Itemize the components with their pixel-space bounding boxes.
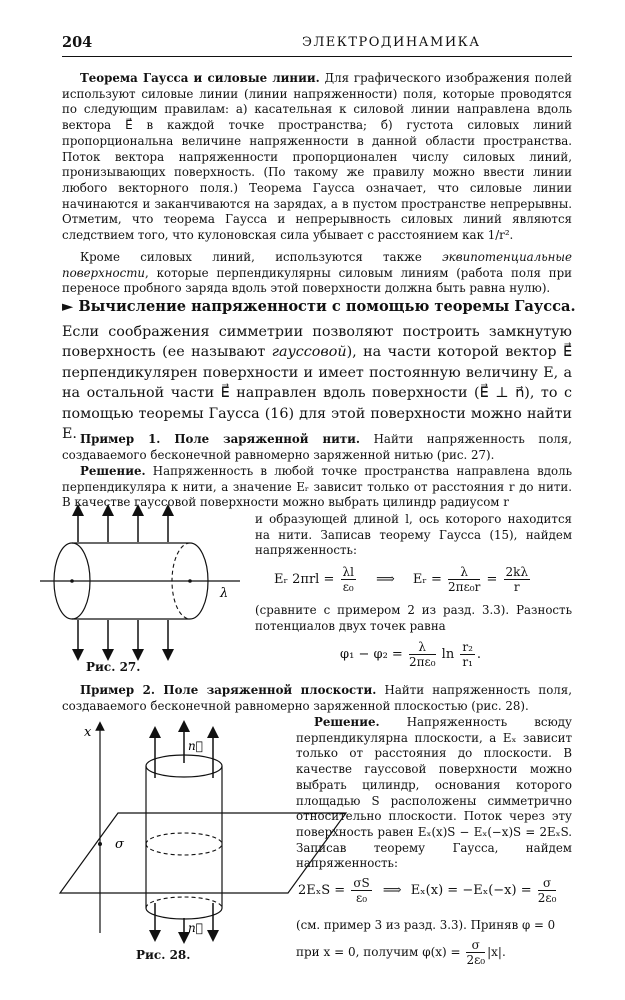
text-fragment: |x|. xyxy=(487,945,506,959)
paragraph-equipotential xyxy=(62,250,572,297)
eq-fraction xyxy=(448,565,480,594)
eq-term: 2EₓS = xyxy=(298,883,346,898)
eq-term: = xyxy=(486,572,498,587)
text-fragment: Напряженность в любой точке пространства направлена вдоль перпендикуляра к нити, а значение Eᵣ зависит только от расстояния r до нити. В качестве гауссовой поверхности можно выбрать цилиндр радиусом r xyxy=(62,464,572,510)
cylinder-mid-back xyxy=(146,833,222,844)
eq-denominator: 2ε₀ xyxy=(537,891,557,905)
section-heading xyxy=(62,298,582,315)
paragraph-heading: Теорема Гаусса и силовые линии. xyxy=(80,71,320,85)
example-1-label: Пример 1. Поле заряженной нити. xyxy=(80,432,361,446)
figure-27-cylinder xyxy=(40,505,250,665)
page-header xyxy=(62,34,572,57)
text-fragment: (см. пример 3 из разд. 3.3). Приняв φ = 0 xyxy=(296,918,556,932)
eq-term: ln xyxy=(441,647,455,662)
eq-fraction xyxy=(466,938,485,967)
origin-point xyxy=(98,842,102,846)
x-axis-label: x xyxy=(84,725,92,740)
example-2-label: Пример 2. Поле заряженной плоскости. xyxy=(80,683,377,697)
section-title: Вычисление напряженности с помощью теоремы Гаусса. xyxy=(78,298,576,315)
normal-label-top: n⃗ xyxy=(188,739,203,753)
paragraph-gauss-field-lines xyxy=(62,71,572,244)
implies-icon: ⟹ xyxy=(382,883,402,898)
cylinder-bottom-front xyxy=(146,908,222,919)
example-2-final-2 xyxy=(296,938,506,967)
example-2-final-1 xyxy=(296,918,576,934)
example-1-after xyxy=(255,603,572,634)
text-fragment: Кроме силовых линий, используются также xyxy=(80,250,443,264)
solution-label: Решение. xyxy=(314,715,380,729)
sigma-label: σ xyxy=(115,837,124,852)
eq-fraction xyxy=(538,876,557,905)
eq-fraction xyxy=(341,565,356,594)
text-fragment: Найти напряженность поля, создаваемого бесконечной равномерно заряженной плоскостью (рис. 28). xyxy=(62,683,572,713)
cylinder-bottom-back xyxy=(146,897,222,908)
equation-potential-diff xyxy=(340,640,481,669)
text-fragment: (сравните с примером 2 из разд. 3.3). Разность потенциалов двух точек равна xyxy=(255,603,572,633)
eq-denominator: ε₀ xyxy=(356,891,368,905)
example-2-solution xyxy=(296,715,572,872)
figure-28-caption: Рис. 28. xyxy=(136,948,191,962)
text-fragment: ), на части которой вектор E⃗ перпендикулярен поверхности и имеет постоянную величину E, а на остальной части E⃗ направлен вдоль поверхности (E⃗ ⊥ n⃗), то с помощью теоремы Гаусса (16) для этой поверхности можно найти E. xyxy=(62,344,572,443)
text-fragment: , которые перпендикулярны силовым линиям (работа поля при переносе пробного заряда вдоль этой поверхности должна быть равна нулю). xyxy=(62,265,572,296)
eq-term: Eₓ(x) = −Eₓ(−x) = xyxy=(410,883,532,898)
text-fragment: Если соображения симметрии позволяют построить замкнутую поверхность (ее называют xyxy=(62,324,572,361)
eq-numerator: r₂ xyxy=(462,640,473,654)
eq-term: Eᵣ = xyxy=(412,572,442,587)
equation-plane-field xyxy=(298,876,558,905)
section-marker-icon: ► xyxy=(62,298,74,315)
text-fragment: Найти напряженность поля, создаваемого бесконечной равномерно заряженной нитью (рис. 27). xyxy=(62,432,572,462)
eq-term: . xyxy=(476,647,482,662)
equation-thread-field xyxy=(274,565,532,594)
eq-numerator: λ xyxy=(409,640,436,655)
eq-numerator: σ xyxy=(538,876,557,891)
eq-numerator: σS xyxy=(353,876,370,890)
solution-label: Решение. xyxy=(80,464,146,478)
running-title: ЭЛЕКТРОДИНАМИКА xyxy=(302,35,481,50)
text-fragment: при x = 0, получим φ(x) = xyxy=(296,945,461,959)
eq-fraction xyxy=(351,876,371,905)
axis-point xyxy=(70,579,74,583)
implies-icon: ⟹ xyxy=(376,572,395,587)
eq-numerator: σ xyxy=(466,938,485,953)
eq-numerator: 2kλ xyxy=(505,565,529,579)
eq-denominator: r xyxy=(513,580,520,594)
eq-numerator: λ xyxy=(448,565,480,580)
eq-denominator: 2πε₀ xyxy=(408,655,436,669)
eq-denominator: 2πε₀r xyxy=(448,580,481,594)
normal-label-bottom: n⃗ xyxy=(188,921,203,935)
eq-fraction xyxy=(460,640,475,669)
example-1-solution-cont xyxy=(255,512,572,559)
cylinder-mid-front xyxy=(146,844,222,855)
figure-27-caption: Рис. 27. xyxy=(86,660,141,674)
paragraph-text: Для графического изображения полей используют силовые линии (линии напряженности) поля, которые проводятся по следующим правилам: а) касательная к силовой линии направлена вдоль вектора E⃗ в каждой точке пространства; б) густота силовых линий пропорциональна величине напряженности в данной области пространства. Поток вектора напряженности пропорционален числу силовых линий, пронизывающих поверхность. (По такому же правилу можно ввести линии любого векторного поля.) Теорема Гаусса означает, что силовые линии начинаются и заканчиваются на зарядах, а в пустом пространстве непрерывны. Отметим, что теорема Гаусса и непрерывность силовых линий являются следствием того, что кулоновская сила убывает с расстоянием как 1/r². xyxy=(62,71,572,243)
example-2-statement xyxy=(62,683,572,714)
lambda-label: λ xyxy=(220,586,229,601)
eq-numerator: λl xyxy=(342,565,354,579)
term-equipotential: эквипотенциальные поверхности xyxy=(62,250,572,280)
text-fragment: Напряженность всюду перпендикулярна плоскости, а Eₓ зависит только от расстояния до плоскости. В качестве гауссовой поверхности можно выбрать цилиндр, основания которого площадью S расположены симметрично относительно плоскости. Поток через эту поверхность равен Eₓ(x)S − Eₓ(−x)S = 2EₓS. Записав теорему Гаусса, найдем напряженность: xyxy=(296,715,572,871)
eq-term: φ₁ − φ₂ = xyxy=(340,647,403,662)
eq-denominator: 2ε₀ xyxy=(466,953,486,967)
eq-fraction xyxy=(504,565,531,594)
eq-fraction xyxy=(409,640,436,669)
term-gaussian: гауссовой xyxy=(271,344,347,361)
paragraph-gauss-method xyxy=(62,322,572,444)
example-1-statement xyxy=(62,432,572,463)
eq-denominator: ε₀ xyxy=(342,580,354,594)
axis-point xyxy=(188,579,192,583)
page-number: 204 xyxy=(62,34,93,51)
figure-28-plane xyxy=(60,718,290,938)
eq-denominator: r₁ xyxy=(462,655,473,669)
eq-term: Eᵣ 2πrl = xyxy=(274,572,335,587)
text-fragment: и образующей длиной l, ось которого находится на нити. Записав теорему Гаусса (15), найдем напряженность: xyxy=(255,512,572,558)
